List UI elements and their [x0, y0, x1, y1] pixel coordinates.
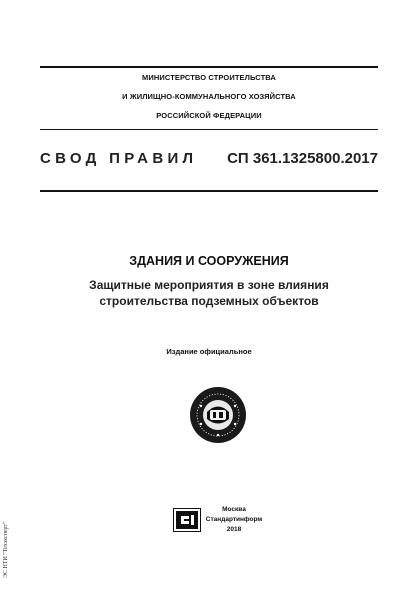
publisher-city: Москва — [222, 506, 246, 513]
header-bottom-rule — [40, 129, 378, 130]
publisher-year: 2018 — [226, 526, 242, 533]
edition-label: Издание официальное — [166, 347, 252, 356]
document-code-row — [40, 150, 378, 172]
document-subtitle-line-1: Защитные мероприятия в зоне влияния — [89, 278, 329, 292]
document-number: СП 361.1325800.2017 — [227, 150, 378, 167]
header-top-rule — [40, 66, 378, 68]
document-subtitle-line-2: строительства подземных объектов — [99, 294, 319, 308]
publisher-info — [204, 505, 264, 535]
standartinform-logo-icon — [173, 508, 201, 532]
ministry-line-1: МИНИСТЕРСТВО СТРОИТЕЛЬСТВА — [142, 73, 276, 82]
document-type-label: СВОД ПРАВИЛ — [40, 150, 198, 167]
document-title: ЗДАНИЯ И СООРУЖЕНИЯ — [129, 254, 289, 268]
side-watermark-note: ЭС НТИ "Техэксперт" — [3, 521, 9, 578]
code-rule — [40, 190, 378, 192]
certification-seal-icon — [189, 386, 247, 444]
ministry-line-3: РОССИЙСКОЙ ФЕДЕРАЦИИ — [156, 111, 262, 120]
publisher-name: Стандартинформ — [205, 516, 263, 523]
ministry-line-2: И ЖИЛИЩНО-КОММУНАЛЬНОГО ХОЗЯЙСТВА — [122, 92, 296, 101]
